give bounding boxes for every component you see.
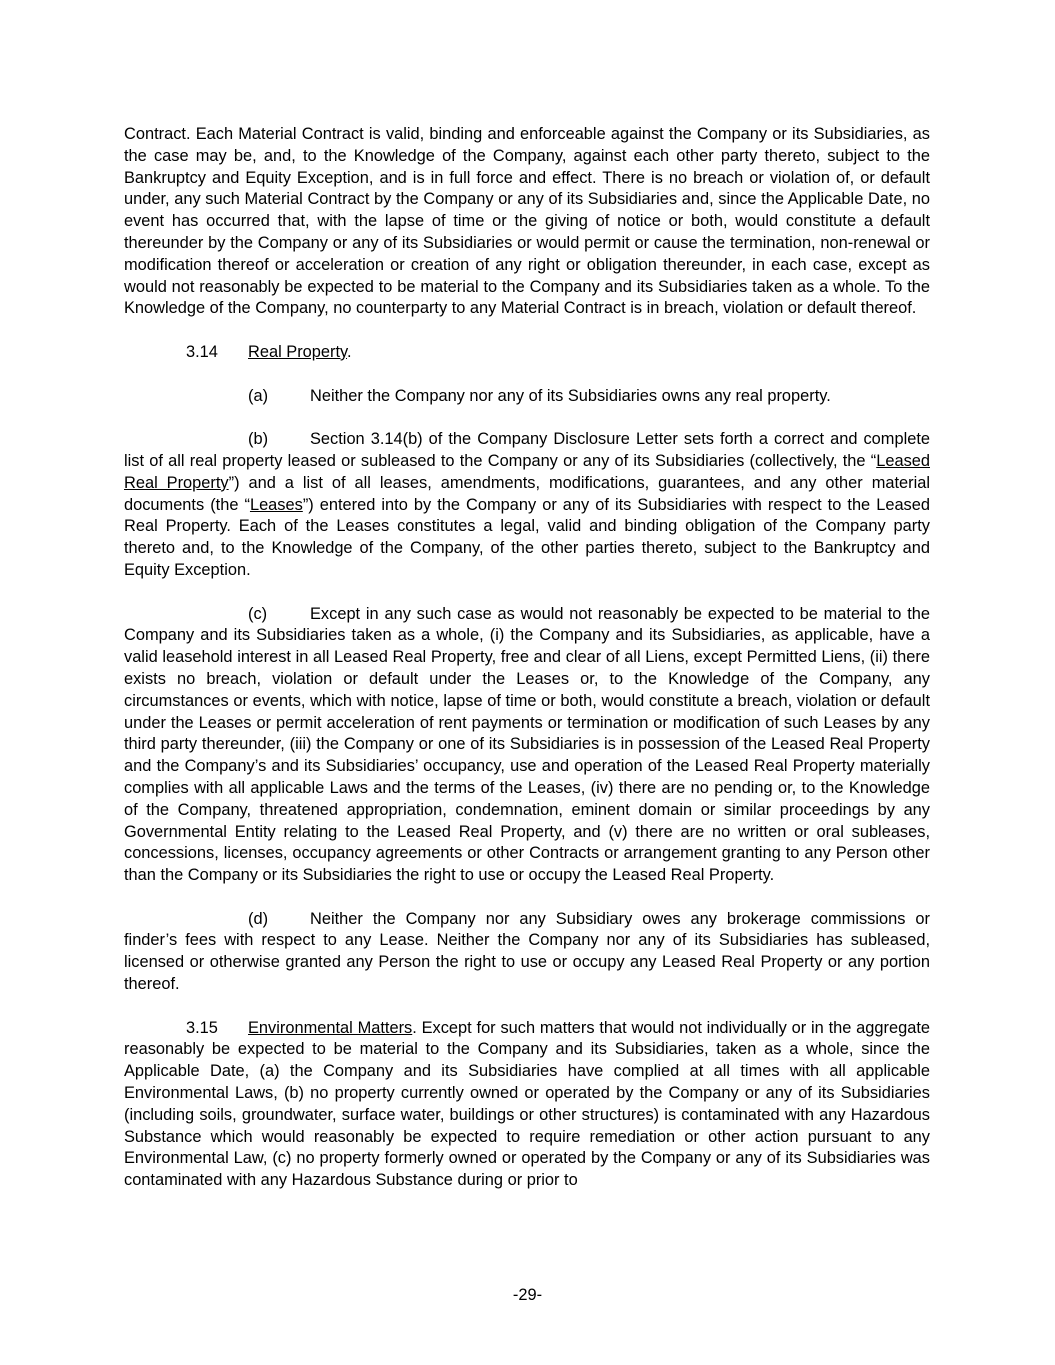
clause-text: Except in any such case as would not reasonably be expected to be material to the Company and its Subsidiaries taken as a whole, (i) the Company and its Subsidiaries, as applicable, have a valid leasehold interest in all Leased Real Property, free and clear of all Liens, except Permitted Liens, (ii) there exists no breach, violation or default under the Leases or, to the Knowledge of the Company, any circumstances or events, which with notice, lapse of time or both, would constitute a breach, violation or default under the Leases or permit acceleration of rent payments or termination or modification of such Leases by any third party thereunder, (iii) the Company or one of its Subsidiaries is in possession of the Leased Real Property and the Company’s and its Subsidiaries’ occupancy, use and operation of the Leased Real Property materially complies with all applicable Laws and the terms of the Leases, (iv) there are no pending or, to the Knowledge of the Company, threatened appropriation, condemnation, eminent domain or similar proceedings by any Governmental Entity relating to the Leased Real Property, and (v) there are no written or oral subleases, concessions, licenses, occupancy agreements or other Contracts or arrangement granting to any Person other than the Company or its Subsidiaries the right to use or occupy the Leased Real Property.	[124, 604, 930, 885]
clause-text: Neither the Company nor any of its Subsidiaries owns any real property.	[310, 386, 831, 405]
section-title-suffix: .	[412, 1018, 417, 1037]
clause-text: Neither the Company nor any Subsidiary owes any brokerage commissions or finder’s fees with respect to any Lease. Neither the Company nor any of its Subsidiaries has subleased, licensed or otherwise granted any Person the right to use or occupy any Leased Real Property or any portion thereof.	[124, 909, 930, 994]
clause-label: (c)	[248, 604, 268, 623]
clause-label: (a)	[248, 386, 269, 405]
paragraph-3-14-a	[124, 386, 930, 408]
section-3-15	[124, 1018, 930, 1192]
section-number: 3.14	[186, 342, 218, 361]
section-title: Environmental Matters	[248, 1018, 413, 1037]
section-3-14-heading	[124, 342, 930, 364]
defined-term: Leases	[249, 495, 303, 514]
clause-label: (d)	[248, 909, 269, 928]
paragraph-3-14-b	[124, 429, 930, 582]
clause-label: (b)	[248, 430, 269, 449]
section-title-suffix: .	[347, 342, 352, 361]
paragraph-3-14-d	[124, 909, 930, 996]
section-number: 3.15	[186, 1018, 218, 1037]
page-number: -29-	[512, 1286, 543, 1304]
document-page	[124, 124, 930, 1214]
continuation-paragraph: Contract. Each Material Contract is valid, binding and enforceable against the Company or its Subsidiaries, as the case may be, and, to the Knowledge of the Company, against each other party thereto, subject to the Bankruptcy and Equity Exception, and is in full force and effect. There is no breach or violation of, or default under, any such Material Contract by the Company or any of its Subsidiaries and, since the Applicable Date, no event has occurred that, with the lapse of time or the giving of notice or both, would constitute a default thereunder by the Company or any of its Subsidiaries or would permit or cause the termination, non-renewal or modification thereof or acceleration or creation of any right or obligation thereunder, in each case, except as would not reasonably be expected to be material to the Company and its Subsidiaries taken as a whole. To the Knowledge of the Company, no counterparty to any Material Contract is in breach, violation or default thereof.	[124, 125, 930, 318]
section-title: Real Property	[248, 342, 347, 361]
clause-text: ”) and a list of all leases, amendments, modifications, guarantees, and any other material documents (the “	[124, 473, 931, 514]
section-text: Except for such matters that would not individually or in the aggregate reasonably be expected to be material to the Company and its Subsidiaries, taken as a whole, since the Applicable Date, (a) the Company and its Subsidiaries have complied at all times with all applicable Environmental Laws, (b) no property currently owned or operated by the Company or any of its Subsidiaries (including soils, groundwater, surface water, buildings or other structures) is contaminated with any Hazardous Substance which would reasonably be expected to require remediation or other action pursuant to any Environmental Law, (c) no property formerly owned or operated by the Company or any of its Subsidiaries was contaminated with any Hazardous Substance during or prior to	[124, 1018, 930, 1190]
clause-text: Section 3.14(b) of the Company Disclosure Letter sets forth a correct and complete list of all real property leased or subleased to the Company or any of its Subsidiaries (collectively, the “	[124, 430, 930, 470]
defined-term: Leased Real Property	[124, 451, 930, 492]
clause-text: ”) entered into by the Company or any of its Subsidiaries with respect to the Leased Real Property. Each of the Leases constitutes a legal, valid and binding obligation of the Company party thereto and, to the Knowledge of the Company, of the other parties thereto, subject to the Bankruptcy and Equity Exception.	[124, 495, 930, 579]
paragraph-3-14-c	[124, 604, 930, 887]
